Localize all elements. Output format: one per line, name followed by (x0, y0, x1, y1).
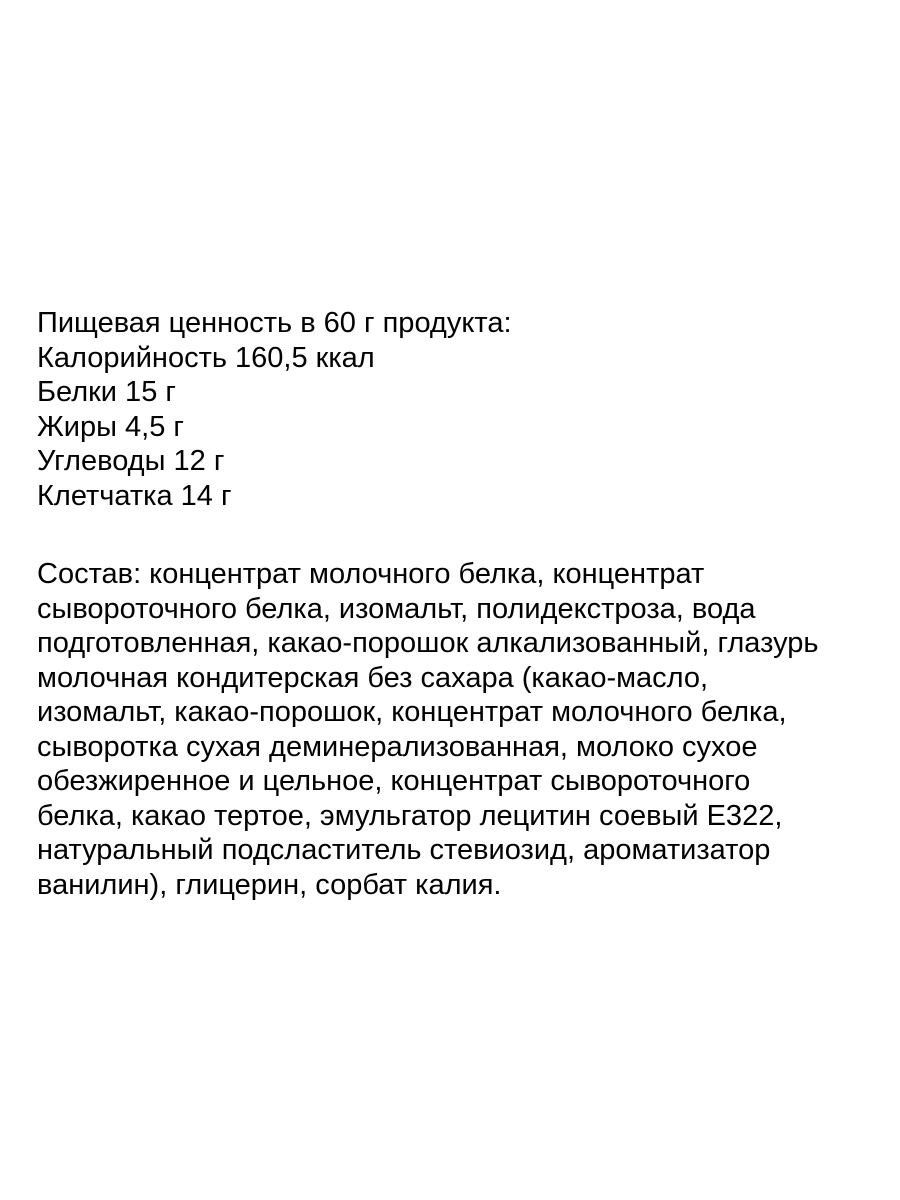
composition-line: подготовленная, какао-порошок алкализованный, глазурь (37, 627, 819, 659)
composition-line: изомальт, какао-порошок, концентрат молочного белка, (37, 696, 787, 728)
nutrition-calories: Калорийность 160,5 ккал (37, 341, 375, 374)
nutrition-fat: Жиры 4,5 г (37, 410, 184, 443)
nutrition-facts (37, 306, 877, 513)
composition-line: натуральный подсластитель стевиозид, ароматизатор (37, 834, 771, 866)
composition-line: молочная кондитерская без сахара (какао-масло, (37, 661, 709, 694)
composition-line: Состав: концентрат молочного белка, концентрат (37, 558, 705, 590)
nutrition-fiber: Клетчатка 14 г (37, 479, 232, 512)
product-info-document (37, 306, 877, 902)
composition-line: белка, какао тертое, эмульгатор лецитин соевый Е322, (37, 799, 783, 832)
nutrition-carbohydrates: Углеводы 12 г (37, 445, 225, 477)
composition-line: обезжиренное и цельное, концентрат сывороточного (37, 765, 751, 797)
composition-line: ванилин), глицерин, сорбат калия. (37, 868, 502, 901)
composition-paragraph (37, 557, 877, 902)
nutrition-heading: Пищевая ценность в 60 г продукта: (37, 307, 512, 339)
composition-line: сыворотка сухая деминерализованная, молоко сухое (37, 730, 758, 763)
nutrition-protein: Белки 15 г (37, 376, 176, 408)
composition-line: сывороточного белка, изомальт, полидекстроза, вода (37, 592, 756, 625)
